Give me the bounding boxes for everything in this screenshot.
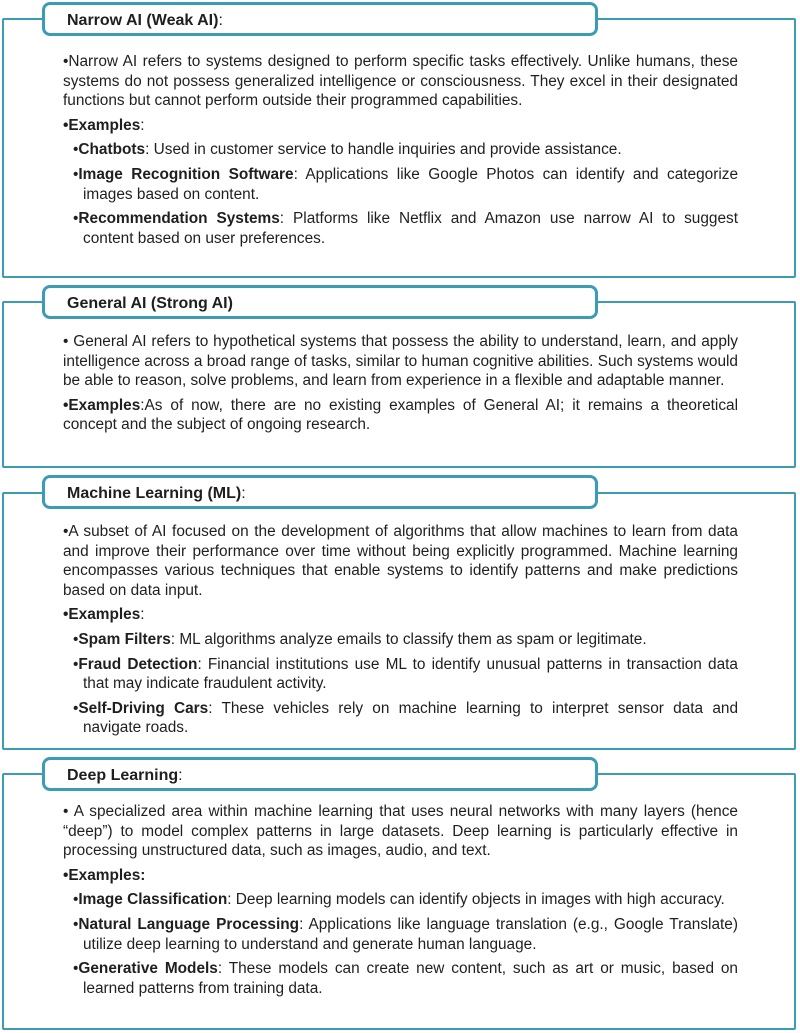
examples-heading: •Examples:	[63, 866, 146, 884]
example-item: •Self-Driving Cars: These vehicles rely on machine learning to interpret sensor data and navigate roads.	[73, 699, 739, 737]
section-general-ai	[2, 285, 796, 468]
intro-text: •Narrow AI refers to systems designed to perform specific tasks effectively. Unlike humans, these systems do not possess generalized intelligence or consciousness. They excel in their designated functions but cannot perform outside their programmed capabilities.	[63, 53, 738, 110]
examples-heading: •Examples:As of now, there are no existing examples of General AI; it remains a theoretical concept and the subject of ongoing research.	[63, 396, 738, 434]
examples-heading: •Examples:	[63, 606, 145, 624]
example-item: •Natural Language Processing: Applications like language translation (e.g., Google Translate) utilize deep learning to understand and generate human language.	[73, 915, 738, 953]
section-content	[63, 522, 738, 738]
section-machine-learning	[2, 475, 796, 750]
example-item: •Spam Filters: ML algorithms analyze emails to classify them as spam or legitimate.	[73, 630, 647, 648]
example-item: •Chatbots: Used in customer service to handle inquiries and provide assistance.	[73, 141, 622, 159]
example-item: •Image Classification: Deep learning models can identify objects in images with high accuracy.	[73, 891, 725, 909]
section-content	[63, 52, 738, 248]
section-title: Narrow AI (Weak AI):	[42, 2, 598, 36]
intro-text: • General AI refers to hypothetical systems that possess the ability to understand, learn, and apply intelligence across a broad range of tasks, similar to human cognitive abilities. Such systems would be able to reason, solve problems, and learn from experience in a flexible and adaptable manner.	[63, 333, 738, 390]
intro-text: •A subset of AI focused on the development of algorithms that allow machines to learn from data and improve their performance over time without being explicitly programmed. Machine learning encompasses various techniques that enable systems to identify patterns and make predictions based on data input.	[63, 523, 738, 599]
section-title: Deep Learning:	[42, 757, 598, 791]
example-item: •Fraud Detection: Financial institutions use ML to identify unusual patterns in transaction data that may indicate fraudulent activity.	[73, 655, 738, 693]
example-item: •Generative Models: These models can create new content, such as art or music, based on learned patterns from training data.	[73, 960, 738, 997]
section-content	[63, 802, 738, 998]
section-narrow-ai	[2, 2, 796, 278]
section-deep-learning	[2, 757, 796, 1030]
section-title: General AI (Strong AI)	[42, 285, 598, 319]
section-title: Machine Learning (ML):	[42, 475, 598, 509]
intro-text: • A specialized area within machine learning that uses neural networks with many layers (hence “deep”) to model complex patterns in large datasets. Deep learning is particularly effective in processing unstructured data, such as images, audio, and text.	[63, 803, 738, 860]
section-content	[63, 332, 738, 435]
example-item: •Recommendation Systems: Platforms like Netflix and Amazon use narrow AI to suggest content based on user preferences.	[73, 210, 738, 247]
example-item: •Image Recognition Software: Applications like Google Photos can identify and categorize images based on content.	[73, 165, 739, 203]
examples-heading: •Examples:	[63, 116, 145, 134]
